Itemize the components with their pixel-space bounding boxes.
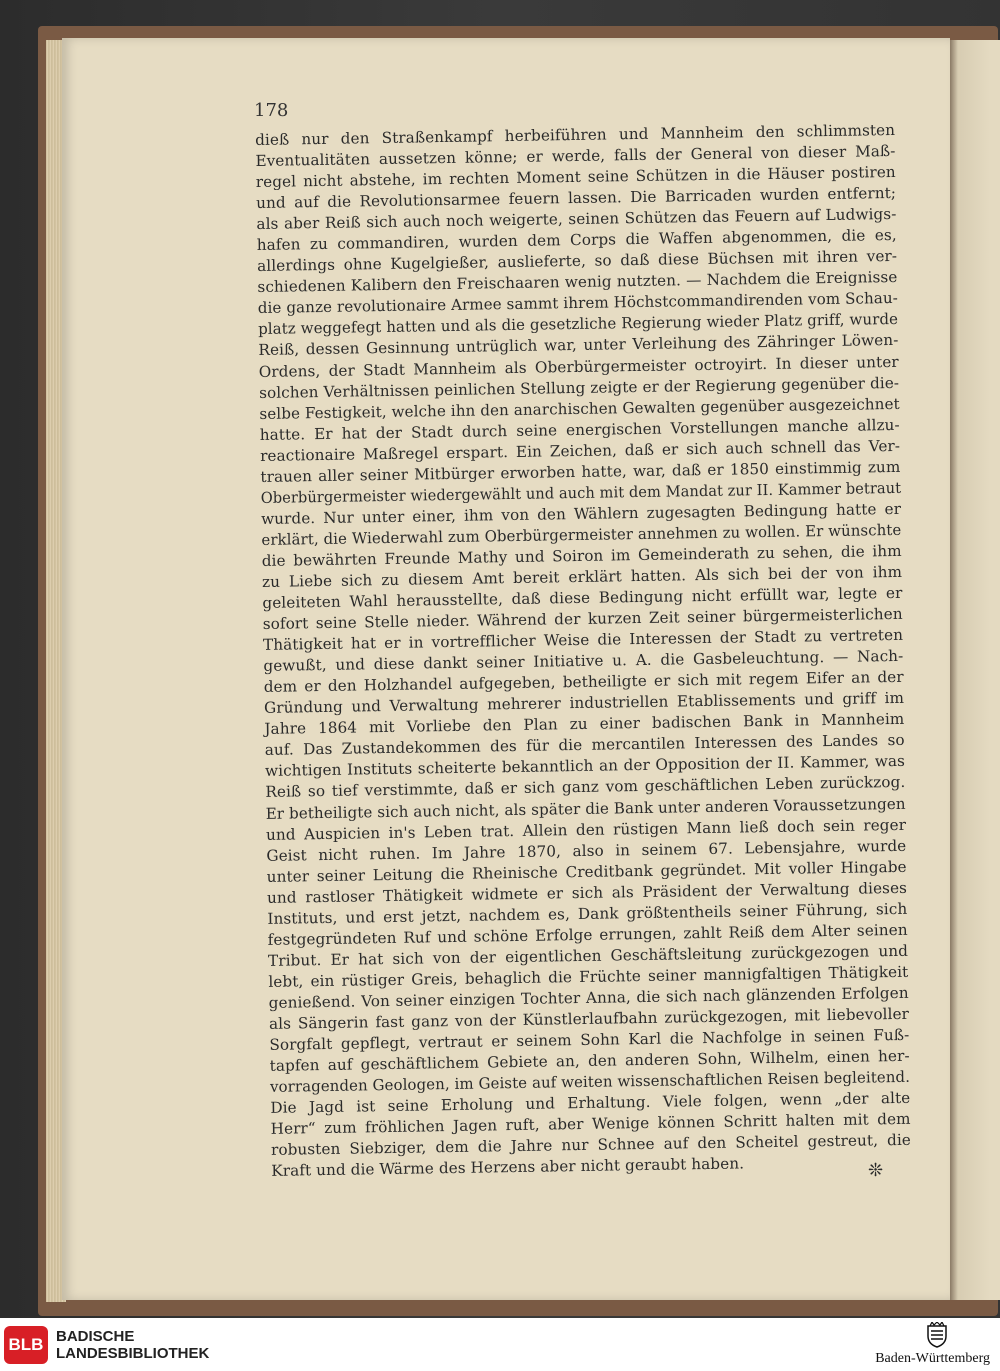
text-line: und Auspicien in's Leben trat. Allein den rüstigen Mann ließ doch sein reger [265, 815, 907, 844]
text-line: trauen aller seiner Mitbürger erworben hatte, war, daß er 1850 einstimmig zum [260, 457, 901, 486]
library-name [56, 1328, 209, 1362]
text-line: Geist nicht ruhen. Im Jahre 1870, also in seinem 67. Lebensjahre, wurde [266, 836, 907, 865]
text-line: solchen Verhältnissen peinlichen Stellung zeigte er der Regierung gegenüber die- [258, 373, 900, 402]
text-line: Ordens, der Stadt Mannheim als Oberbürgermeister octroyirt. In dieser unter [258, 352, 899, 381]
text-line: Reiß so tief verstimmte, daß er sich ganz vom geschäftlichen Leben zurückzog. [265, 773, 906, 802]
page-number: 178 [254, 100, 289, 121]
text-line: Er betheiligte sich auch nicht, als später die Bank unter anderen Voraussetzungen [265, 794, 906, 823]
text-line: wurde. Nur unter einer, ihm von den Wählern zugesagten Bedingung hatte er [260, 499, 902, 528]
text-line: Reiß, dessen Gesinnung untrüglich war, unter Verleihung des Zähringer Löwen- [258, 331, 899, 360]
text-line: Die Jagd ist seine Erholung und Erhaltung. Viele folgen, wenn „der alte [270, 1088, 911, 1118]
text-line: erklärt, die Wiederwahl zum Oberbürgermeister annehmen zu wollen. Er wünschte [261, 520, 902, 549]
text-line: Gründung und Verwaltung mehrerer industriellen Etablissements und griff im [263, 689, 905, 718]
library-name-line1: BADISCHE [56, 1328, 135, 1345]
text-line: festgegründeten Ruf und schöne Erfolge errungen, zahlt Reiß dem Alter seinen [267, 920, 908, 949]
text-line: die ganze revolutionaire Armee sammt ihrem Höchstcommandirenden vom Schau- [257, 289, 899, 318]
text-line: lebt, ein rüstiger Greis, behaglich die Früchte seiner mannigfaltigen Thätigkeit [268, 962, 909, 991]
text-line: tapfen auf geschäftlichem Gebiete an, den anderen Sohn, Wilhelm, einen her- [269, 1046, 910, 1075]
text-line: Eventualitäten aussetzen könne; er werde, falls der General von dieser Maß- [255, 141, 896, 171]
text-line: als Sängerin fast ganz von der Künstlerlaufbahn zurückgezogen, mit liebevoller [268, 1004, 910, 1033]
text-line: dem er den Holzhandel aufgegeben, betheiligte er sich mit regem Eifer an der [263, 668, 904, 697]
text-line: regel nicht abstehe, im rechten Moment seine Schützen in die Häuser postiren [255, 163, 896, 192]
text-line: und rastloser Thätigkeit widmete er sich als Präsident der Verwaltung dieses [266, 878, 908, 907]
text-line: Thätigkeit hat er in vortrefflicher Weise die Interessen der Stadt zu vertreten [262, 626, 904, 655]
text-line: Jahre 1864 mit Vorliebe den Plan zu einer badischen Bank in Mannheim [264, 710, 905, 739]
text-line: robusten Siebziger, dem die Jahre nur Schnee auf den Scheitel gestreut, die [270, 1131, 912, 1160]
text-line: genießend. Von seiner einzigen Tochter Anna, die sich nach glänzenden Erfolgen [268, 983, 909, 1012]
text-line: Herr“ zum fröhlichen Jagen ruft, aber Wenige können Schritt halten mit dem [270, 1110, 911, 1139]
text-line: selbe Festigkeit, welche ihn den anarchischen Gewalten gegenüber ausgezeichnet [259, 394, 900, 423]
blb-logo: BLB [4, 1326, 48, 1364]
text-line: Oberbürgermeister wiedergewählt und auch mit dem Mandat zur II. Kammer betraut [260, 478, 902, 507]
library-footer [0, 1318, 1000, 1371]
library-name-line2: LANDESBIBLIOTHEK [56, 1345, 210, 1362]
text-line: hafen zu commandiren, wurden dem Corps die Waffen abgenommen, die es, [256, 226, 897, 255]
text-line: zu Liebe sich zu diesem Amt bereit erklärt hatten. Als sich bei der von ihm [261, 562, 903, 591]
text-line: allerdings ohne Kugelgießer, auslieferte, so daß diese Büchsen mit ihren ver- [256, 247, 898, 276]
text-line: Sorgfalt gepflegt, vertraut er seinem Sohn Karl die Nachfolge in seinen Fuß- [269, 1025, 910, 1054]
body-text [255, 120, 911, 1182]
region-label: Baden-Württemberg [875, 1351, 990, 1366]
text-line: Tribut. Er hat sich von der eigentlichen Geschäftsleitung zurückgezogen und [267, 941, 909, 970]
text-line: die bewährten Freunde Mathy und Soiron im Gemeinderath zu sehen, die ihm [261, 541, 902, 570]
text-line: hatte. Er hat der Stadt durch seine energischen Vorstellungen manche allzu- [259, 415, 900, 444]
end-ornament: ❊ [868, 1160, 884, 1181]
text-line: wichtigen Instituts scheiterte bekanntlich an der Opposition der II. Kammer, was [264, 752, 906, 781]
text-line: unter seiner Leitung die Rheinische Creditbank gegründet. Mit voller Hingabe [266, 857, 907, 886]
text-line: vorragenden Geologen, im Geiste auf weiten wissenschaftlichen Reisen begleitend. [269, 1067, 911, 1096]
facing-page-edge [950, 40, 1000, 1300]
text-line: platz weggefegt hatten und als die gesetzliche Regierung wieder Platz griff, wurde [257, 310, 899, 339]
text-line: sofort seine Stelle nieder. Während der kurzen Zeit seiner bürgermeisterlichen [262, 604, 903, 634]
text-line: reactionaire Maßregel erspart. Ein Zeichen, daß er sich auch schnell das Ver- [259, 436, 901, 465]
coat-of-arms-icon [926, 1322, 948, 1348]
text-line: geleiteten Wahl herausstellte, daß diese Bedingung nicht erfüllt war, legte er [262, 583, 903, 612]
text-line: als aber Reiß sich auch noch weigerte, seinen Schützen das Feuern auf Ludwigs- [256, 205, 897, 234]
text-line: dieß nur den Straßenkampf herbeiführen und Mannheim den schlimmsten [255, 120, 896, 149]
text-line: schiedenen Kalibern den Freischaaren wenig nutzten. — Nachdem die Ereignisse [257, 268, 898, 297]
text-line: gewußt, und diese dankt seiner Initiative u. A. die Gasbeleuchtung. — Nach- [263, 647, 904, 676]
text-line: und auf die Revolutionsarmee feuern lassen. Die Barricaden wurden entfernt; [256, 184, 897, 213]
text-line: auf. Das Zustandekommen des für die mercantilen Interessen des Landes so [264, 731, 905, 760]
text-line: Kraft und die Wärme des Herzens aber nicht geraubt haben. [271, 1154, 745, 1181]
text-line: Instituts, und erst jetzt, nachdem es, Dank größtentheils seiner Führung, sich [267, 899, 908, 928]
